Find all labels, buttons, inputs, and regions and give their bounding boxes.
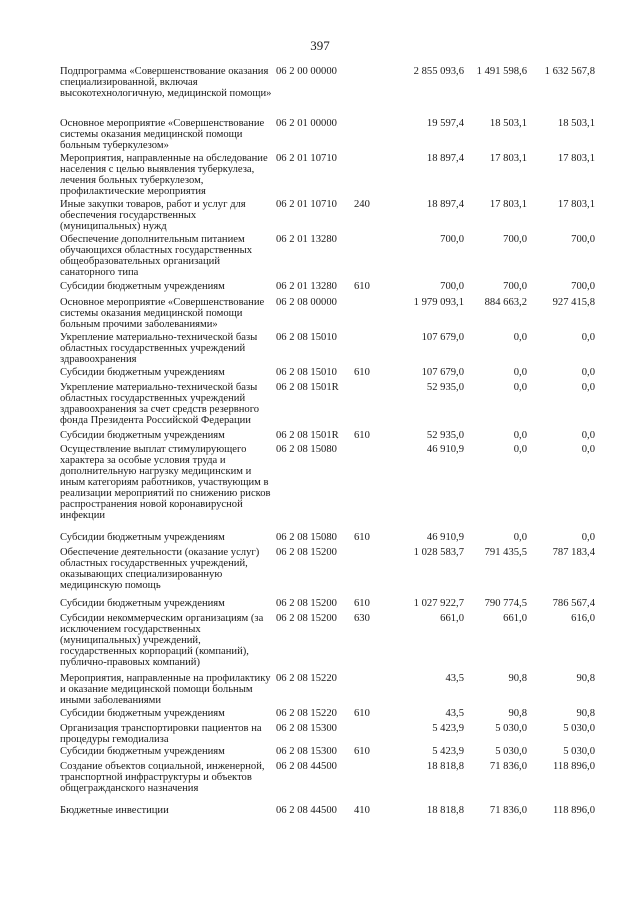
table-row [60,367,595,382]
row-code: 06 2 01 13280 [276,281,337,292]
row-name: Обеспечение дополнительным питанием обучающихся областных государственных общеобразовательных организаций санаторного типа [60,234,252,278]
table-row [60,723,595,746]
row-name: Субсидии бюджетным учреждениям [60,281,225,292]
row-name: Организация транспортировки пациентов на процедуры гемодиализа [60,723,262,745]
table-row [60,332,595,367]
row-code: 06 2 08 00000 [276,297,337,308]
row-value-year-1: 2 855 093,6 [413,66,464,77]
row-value-year-2: 17 803,1 [489,153,527,164]
row-code: 06 2 08 15220 [276,673,337,684]
row-name: Субсидии бюджетным учреждениям [60,708,225,719]
row-code: 06 2 08 1501R [276,382,339,393]
row-expense-type: 630 [354,613,370,624]
row-value-year-1: 5 423,9 [432,723,464,734]
row-code: 06 2 08 44500 [276,761,337,772]
row-value-year-3: 5 030,0 [563,723,595,734]
row-expense-type: 610 [354,532,370,543]
row-value-year-3: 0,0 [581,382,595,393]
row-name: Создание объектов социальной, инженерной, транспортной инфраструктуры и объектов общегражданского назначения [60,761,265,794]
row-code: 06 2 08 15080 [276,444,337,455]
row-value-year-3: 17 803,1 [557,153,595,164]
row-value-year-2: 661,0 [503,613,527,624]
row-value-year-2: 0,0 [513,532,527,543]
row-code: 06 2 08 15200 [276,547,337,558]
row-value-year-1: 18 818,8 [426,761,464,772]
row-value-year-3: 0,0 [581,367,595,378]
table-row [60,444,595,532]
row-name: Обеспечение деятельности (оказание услуг) областных государственных учреждений, оказывающих специализированную медицинскую помощь [60,547,260,591]
row-code: 06 2 08 15200 [276,613,337,624]
table-row [60,598,595,613]
row-value-year-1: 46 910,9 [426,444,464,455]
row-name: Субсидии бюджетным учреждениям [60,430,225,441]
row-value-year-2: 791 435,5 [484,547,527,558]
row-value-year-1: 18 897,4 [426,199,464,210]
row-value-year-1: 107 679,0 [421,367,464,378]
row-name: Основное мероприятие «Совершенствование системы оказания медицинской помощи больным прочими заболеваниями» [60,297,265,330]
row-value-year-1: 1 027 922,7 [413,598,464,609]
row-name: Мероприятия, направленные на профилактику и оказание медицинской помощи больным иными заболеваниями [60,673,271,706]
row-value-year-3: 0,0 [581,430,595,441]
row-name: Субсидии бюджетным учреждениям [60,532,225,543]
row-expense-type: 610 [354,746,370,757]
table-row [60,673,595,708]
table-row [60,761,595,805]
row-value-year-3: 927 415,8 [552,297,595,308]
row-value-year-2: 0,0 [513,382,527,393]
row-code: 06 2 08 15300 [276,746,337,757]
row-value-year-2: 700,0 [503,234,527,245]
row-name: Укрепление материально-технической базы областных государственных учреждений здравоохранения [60,332,258,365]
table-row [60,532,595,547]
row-value-year-3: 0,0 [581,444,595,455]
row-value-year-2: 1 491 598,6 [476,66,527,77]
row-value-year-3: 90,8 [576,673,595,684]
row-code: 06 2 01 00000 [276,118,337,129]
row-value-year-1: 661,0 [440,613,464,624]
row-value-year-3: 90,8 [576,708,595,719]
table-row [60,708,595,723]
row-value-year-1: 18 818,8 [426,805,464,816]
row-code: 06 2 08 15080 [276,532,337,543]
row-value-year-1: 52 935,0 [426,382,464,393]
row-value-year-2: 884 663,2 [484,297,527,308]
row-code: 06 2 08 15300 [276,723,337,734]
row-value-year-1: 1 979 093,1 [413,297,464,308]
row-value-year-3: 118 896,0 [553,805,595,816]
table-row [60,199,595,234]
row-value-year-2: 790 774,5 [484,598,527,609]
row-value-year-2: 71 836,0 [489,761,527,772]
page-number: 397 [310,38,330,53]
row-name: Иные закупки товаров, работ и услуг для обеспечения государственных (муниципальных) нужд [60,199,246,232]
row-expense-type: 610 [354,430,370,441]
row-name: Мероприятия, направленные на обследование населения с целью выявления туберкулеза, лечения больных туберкулезом, профилактические мероприятия [60,153,268,197]
row-value-year-1: 700,0 [440,234,464,245]
table-row [60,234,595,281]
row-name: Основное мероприятие «Совершенствование системы оказания медицинской помощи больным туберкулезом» [60,118,265,151]
row-value-year-2: 5 030,0 [495,746,527,757]
table-row [60,746,595,761]
row-value-year-2: 17 803,1 [489,199,527,210]
table-row [60,66,595,118]
row-value-year-1: 1 028 583,7 [413,547,464,558]
row-value-year-3: 786 567,4 [552,598,595,609]
row-code: 06 2 01 10710 [276,199,337,210]
row-code: 06 2 01 13280 [276,234,337,245]
row-value-year-1: 43,5 [445,708,464,719]
row-value-year-2: 0,0 [513,332,527,343]
row-value-year-3: 118 896,0 [553,761,595,772]
row-code: 06 2 08 44500 [276,805,337,816]
row-name: Укрепление материально-технической базы областных государственных учреждений здравоохранения за счет средств резервного фонда Президента Российской Федерации [60,382,260,426]
row-code: 06 2 08 1501R [276,430,339,441]
table-row [60,153,595,199]
row-value-year-3: 5 030,0 [563,746,595,757]
row-value-year-3: 1 632 567,8 [544,66,595,77]
row-value-year-2: 90,8 [508,673,527,684]
row-value-year-2: 0,0 [513,367,527,378]
row-value-year-3: 700,0 [571,281,595,292]
row-value-year-1: 5 423,9 [432,746,464,757]
row-name: Осуществление выплат стимулирующего характера за особые условия труда и дополнительную нагрузку медицинским и иным категориям работников, участвующим в реализации мероприятий по снижению рисков распространения новой коронавирусной инфекции [60,444,271,521]
row-value-year-1: 18 897,4 [426,153,464,164]
row-code: 06 2 08 15010 [276,332,337,343]
row-value-year-1: 700,0 [440,281,464,292]
row-name: Подпрограмма «Совершенствование оказания специализированной, включая высокотехнологичную, медицинской помощи» [60,66,272,99]
row-name: Субсидии бюджетным учреждениям [60,746,225,757]
row-expense-type: 610 [354,367,370,378]
table-row [60,118,595,153]
row-name: Субсидии бюджетным учреждениям [60,598,225,609]
row-expense-type: 410 [354,805,370,816]
table-row [60,547,595,598]
table-row [60,430,595,444]
row-value-year-3: 17 803,1 [557,199,595,210]
row-value-year-2: 18 503,1 [489,118,527,129]
row-value-year-3: 700,0 [571,234,595,245]
row-value-year-2: 5 030,0 [495,723,527,734]
row-value-year-2: 0,0 [513,430,527,441]
row-name: Субсидии некоммерческим организациям (за исключением государственных (муниципальных) учреждений, государственных корпораций (компаний), публично-правовых компаний) [60,613,264,668]
row-value-year-1: 46 910,9 [426,532,464,543]
row-value-year-1: 107 679,0 [421,332,464,343]
row-expense-type: 610 [354,708,370,719]
table-row [60,613,595,673]
row-code: 06 2 00 00000 [276,66,337,77]
row-name: Бюджетные инвестиции [60,805,169,816]
row-value-year-2: 90,8 [508,708,527,719]
row-value-year-1: 43,5 [445,673,464,684]
row-value-year-3: 787 183,4 [552,547,595,558]
row-code: 06 2 08 15200 [276,598,337,609]
table-row [60,281,595,297]
row-code: 06 2 08 15220 [276,708,337,719]
row-code: 06 2 08 15010 [276,367,337,378]
table-row [60,297,595,332]
row-expense-type: 240 [354,199,370,210]
row-code: 06 2 01 10710 [276,153,337,164]
row-value-year-3: 18 503,1 [557,118,595,129]
row-value-year-3: 0,0 [581,332,595,343]
row-value-year-3: 0,0 [581,532,595,543]
table-row [60,805,595,819]
row-name: Субсидии бюджетным учреждениям [60,367,225,378]
row-value-year-3: 616,0 [571,613,595,624]
row-value-year-1: 19 597,4 [426,118,464,129]
row-expense-type: 610 [354,598,370,609]
row-value-year-2: 71 836,0 [489,805,527,816]
budget-table [60,66,595,819]
row-value-year-2: 0,0 [513,444,527,455]
row-expense-type: 610 [354,281,370,292]
row-value-year-2: 700,0 [503,281,527,292]
table-row [60,382,595,430]
row-value-year-1: 52 935,0 [426,430,464,441]
